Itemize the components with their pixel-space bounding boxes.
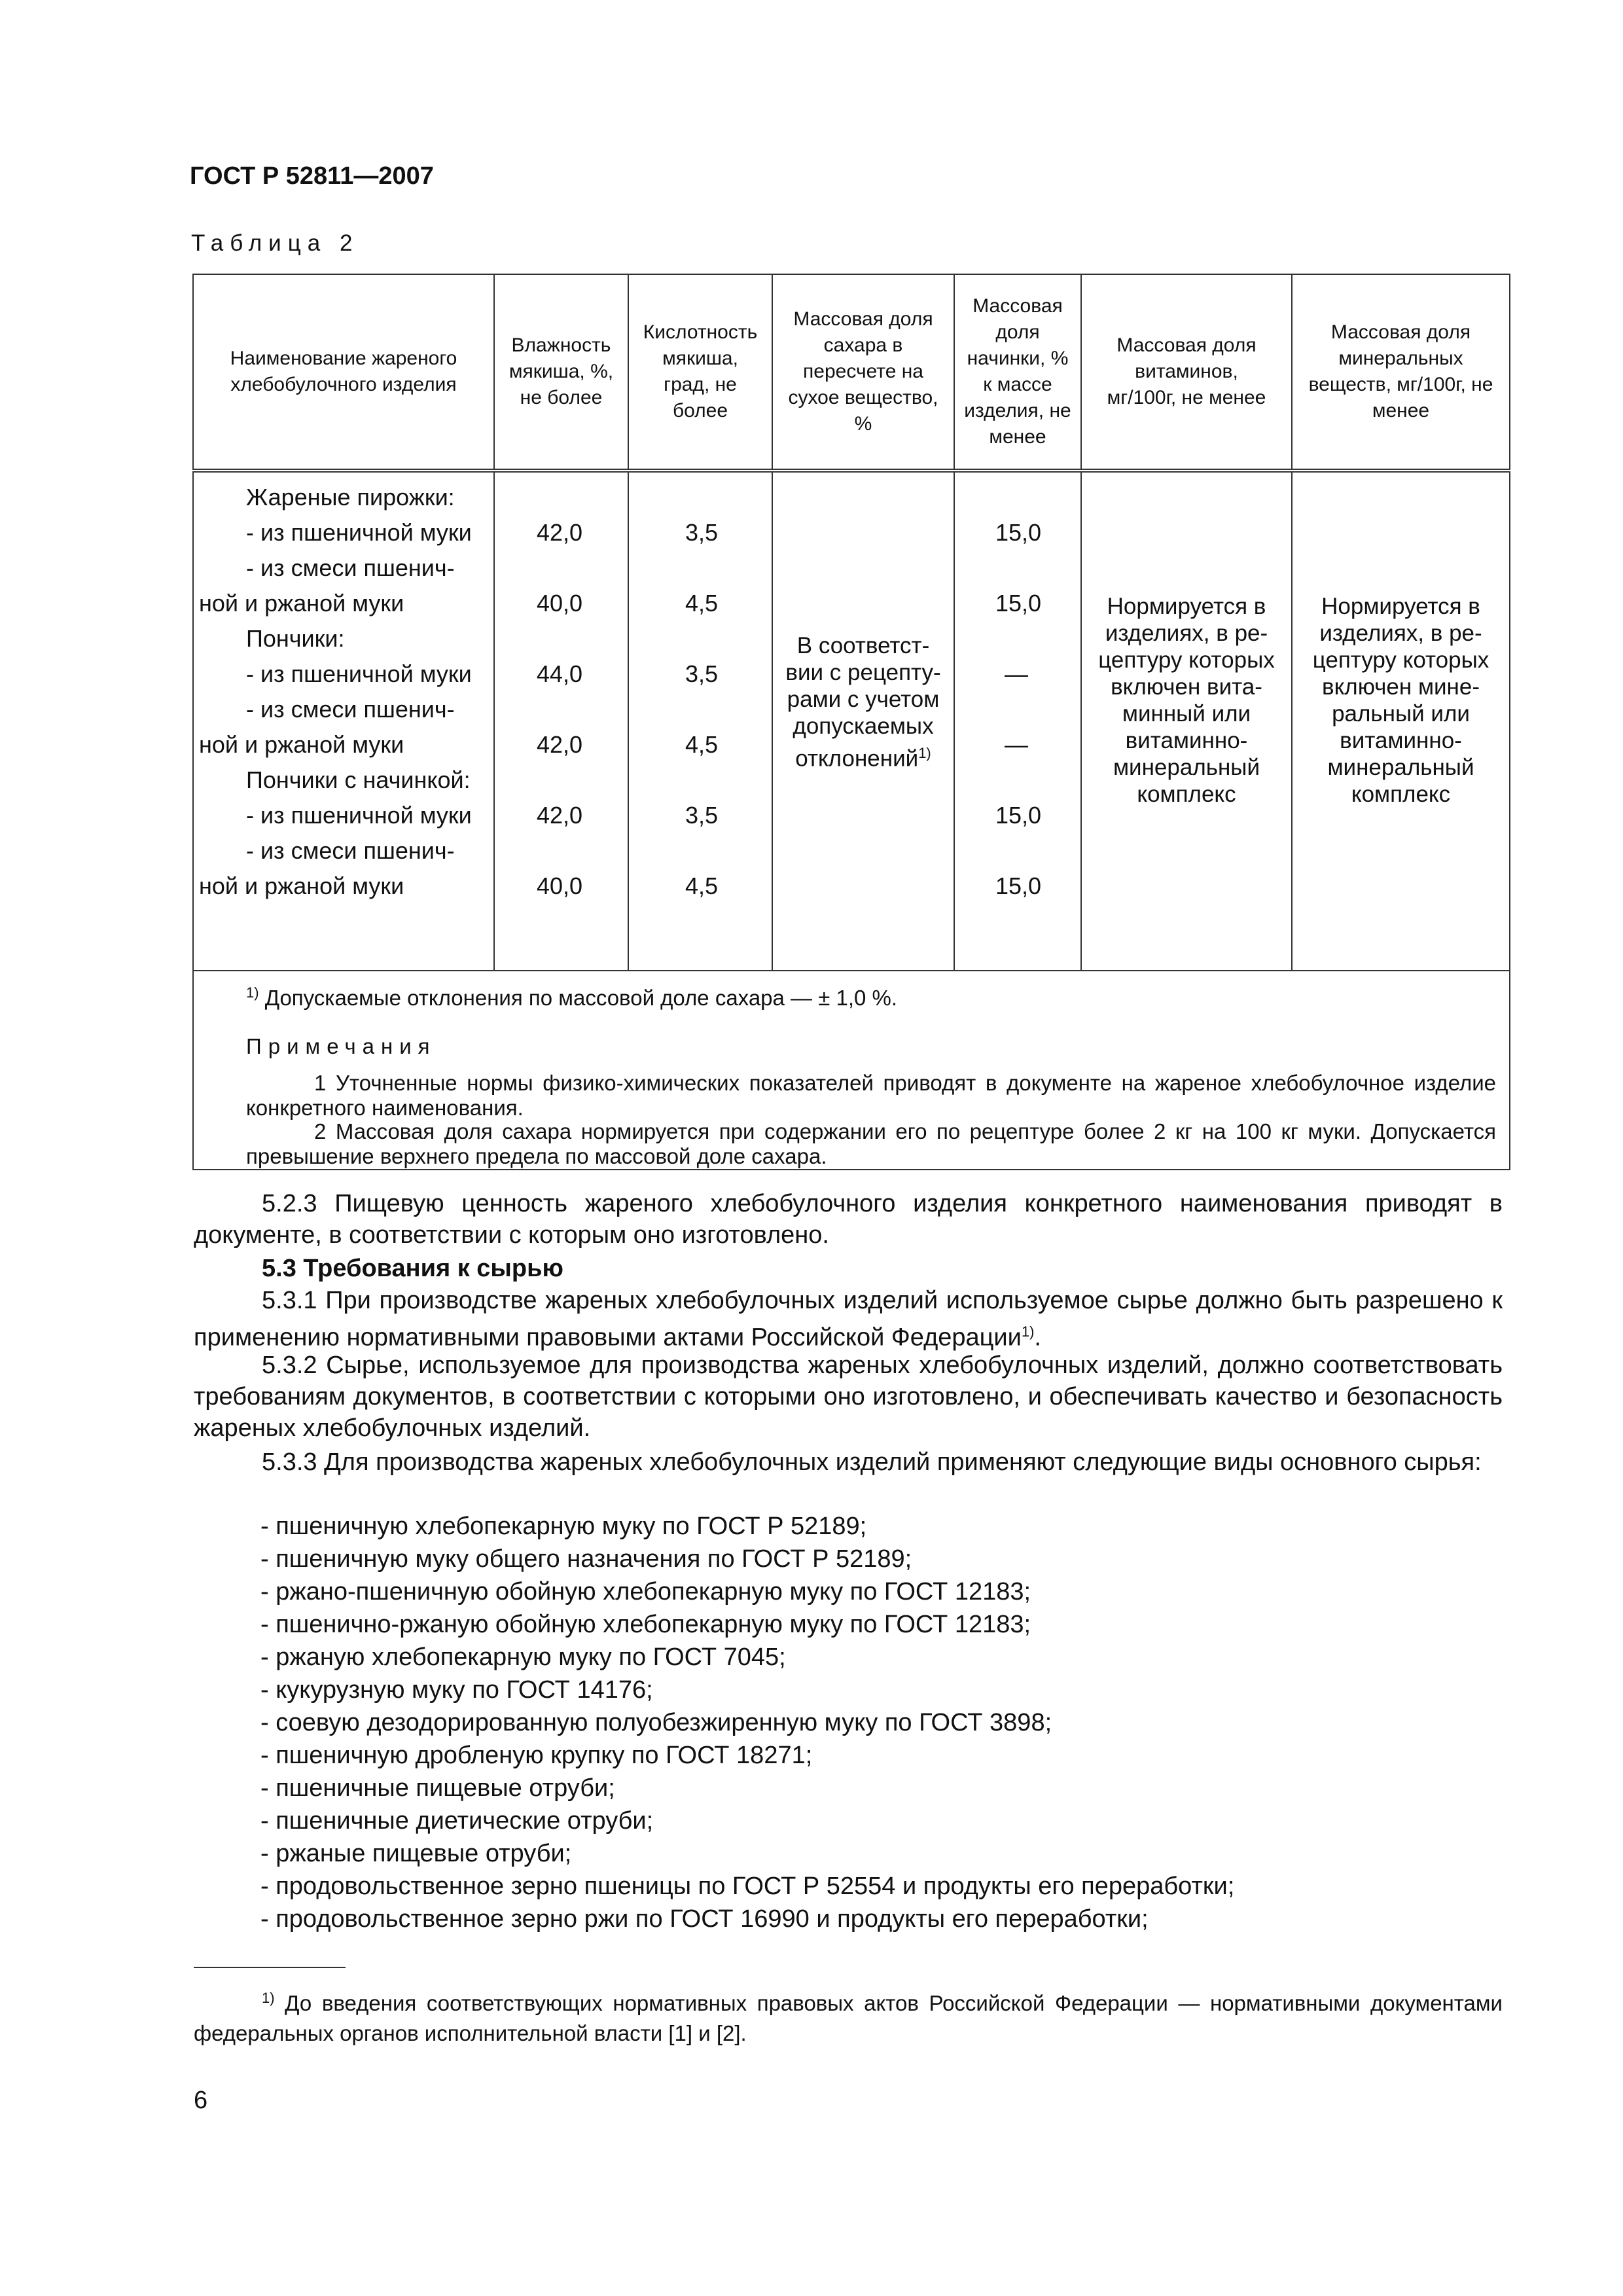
cell-filling: 15,0 [995, 872, 1042, 899]
minerals-line: витаминно- [1340, 728, 1462, 753]
group-donuts: Пончики: [246, 625, 345, 652]
sugar-line: вии с рецепту- [785, 660, 941, 685]
col-moisture [494, 471, 628, 971]
cell-filling: 15,0 [995, 802, 1042, 829]
minerals-line: минеральный [1327, 755, 1474, 780]
sugar-line-text: отклонений [795, 745, 919, 772]
vitamins-line: включен вита- [1111, 674, 1262, 700]
col-vitamins [1081, 471, 1292, 971]
header-acidity: Кислотность мякиша, град, не более [628, 274, 772, 471]
paragraph-text: 5.3.2 Сырье, используемое для производства жареных хлебобулочных изделий, должно соответствовать требованиям документов, в соответствии с которыми оно изготовлено, и обеспечивать качество и безопасность жареных хлебобулочных изделий. [194, 1352, 1503, 1442]
header-moisture: Влажность мякиша, %, не более [494, 274, 628, 471]
cell-moisture: 40,0 [537, 872, 583, 899]
row-name: - из смеси пшенич- [246, 696, 455, 723]
footnote-text: Допускаемые отклонения по массовой доле сахара — ± 1,0 %. [259, 986, 898, 1010]
table-body-row [193, 471, 1510, 971]
minerals-line: Нормируется в [1321, 594, 1480, 619]
row-name: ной и ржаной муки [199, 731, 404, 758]
group-fried-pies: Жареные пирожки: [246, 484, 455, 511]
cell-acidity: 3,5 [685, 660, 719, 687]
document-header: ГОСТ Р 52811—2007 [190, 162, 434, 190]
footnote-text: До введения соответствующих нормативных правовых актов Российской Федерации — нормативными документами федеральных органов исполнительной власти [1] и [2]. [194, 1991, 1503, 2045]
row-name: ной и ржаной муки [199, 872, 404, 899]
paragraph-end: . [1034, 1323, 1041, 1352]
cell-acidity: 3,5 [685, 519, 719, 546]
raw-material-item: - пшеничные диетические отруби; [260, 1807, 654, 1835]
raw-material-item: - продовольственное зерно ржи по ГОСТ 16990 и продукты его переработки; [260, 1905, 1149, 1933]
sugar-line: рами с учетом [787, 687, 940, 712]
heading-text: 5.3 Требования к сырью [262, 1255, 563, 1282]
vitamins-line: комплекс [1137, 781, 1236, 807]
vitamins-merged-text [1082, 593, 1291, 808]
footnote-marker: 1) [262, 1990, 275, 2006]
paragraph-5-3-3 [194, 1446, 1503, 1478]
table-caption: Таблица 2 [191, 230, 359, 256]
paragraph-5-3-2 [194, 1350, 1503, 1444]
row-name: ной и ржаной муки [199, 590, 404, 617]
col-product-names [193, 471, 494, 971]
cell-acidity: 4,5 [685, 872, 719, 899]
header-product-name: Наименование жареного хлебобулочного изделия [193, 274, 494, 471]
minerals-line: ральный или [1332, 701, 1470, 726]
minerals-line: включен мине- [1321, 674, 1480, 700]
raw-material-item: - кукурузную муку по ГОСТ 14176; [260, 1676, 653, 1704]
cell-filling: 15,0 [995, 519, 1042, 546]
footnote-marker: 1) [246, 984, 259, 1001]
cell-moisture: 42,0 [537, 731, 583, 758]
data-table [192, 274, 1510, 1170]
minerals-merged-text [1293, 593, 1509, 808]
table-footer-row [193, 971, 1510, 1170]
paragraph-5-2-3 [194, 1188, 1503, 1251]
page-number: 6 [194, 2087, 208, 2114]
notes-heading: Примечания [246, 1034, 437, 1058]
raw-material-item: - продовольственное зерно пшеницы по ГОСТ Р 52554 и продукты его переработки; [260, 1873, 1235, 1900]
minerals-line: цептуру которых [1312, 647, 1489, 673]
sugar-line [773, 740, 954, 772]
vitamins-line: витаминно- [1125, 728, 1248, 753]
vitamins-line: минеральный [1113, 755, 1260, 780]
footnote-ref: 1) [918, 745, 931, 761]
note-2 [207, 1119, 1496, 1169]
cell-acidity: 4,5 [685, 731, 719, 758]
vitamins-line: изделиях, в ре- [1105, 620, 1268, 646]
cell-moisture: 44,0 [537, 660, 583, 687]
paragraph-text: 5.2.3 Пищевую ценность жареного хлебобулочного изделия конкретного наименования приводят в документе, в соответствии с которым оно изготовлено. [194, 1190, 1503, 1249]
group-filled-donuts: Пончики с начинкой: [246, 766, 471, 793]
cell-filling: — [1005, 660, 1028, 687]
row-name: - из смеси пшенич- [246, 837, 455, 864]
raw-material-item: - ржано-пшеничную обойную хлебопекарную муку по ГОСТ 12183; [260, 1578, 1031, 1605]
col-minerals [1292, 471, 1510, 971]
vitamins-line: Нормируется в [1107, 594, 1266, 619]
raw-material-item: - пшеничную дробленую крупку по ГОСТ 18271; [260, 1742, 813, 1769]
row-name: - из смеси пшенич- [246, 554, 455, 581]
raw-material-item: - пшеничные пищевые отруби; [260, 1774, 615, 1802]
note-1 [207, 1071, 1496, 1121]
note-1-text: 1 Уточненные нормы физико-химических показателей приводят в документе на жареное хлебобулочное изделие конкретного наименования. [246, 1071, 1496, 1120]
col-filling [954, 471, 1081, 971]
raw-material-item: - пшеничную хлебопекарную муку по ГОСТ Р 52189; [260, 1513, 867, 1540]
row-name: - из пшеничной муки [246, 660, 472, 687]
table-footnote [246, 984, 897, 1011]
minerals-line: изделиях, в ре- [1319, 620, 1482, 646]
cell-acidity: 3,5 [685, 802, 719, 829]
cell-filling: — [1005, 731, 1028, 758]
raw-material-item: - ржаные пищевые отруби; [260, 1840, 572, 1867]
col-acidity [628, 471, 772, 971]
footnote-separator [194, 1967, 346, 1968]
header-sugar: Массовая доля сахара в пересчете на сухое вещество, % [772, 274, 954, 471]
paragraph-text: 5.3.1 При производстве жареных хлебобулочных изделий используемое сырье должно быть разрешено к применению нормативными правовыми актами Российской Федерации [194, 1287, 1503, 1352]
raw-material-item: - пшеничную муку общего назначения по ГОСТ Р 52189; [260, 1545, 912, 1573]
cell-moisture: 40,0 [537, 590, 583, 617]
paragraph-5-3-1 [194, 1285, 1503, 1354]
vitamins-line: минный или [1122, 701, 1251, 726]
header-filling: Массовая доля начинки, % к массе изделия, не менее [954, 274, 1081, 471]
col-sugar [772, 471, 954, 971]
note-2-text: 2 Массовая доля сахара нормируется при содержании его по рецептуре более 2 кг на 100 кг муки. Допускается превышение верхнего предела по массовой доле сахара. [246, 1119, 1496, 1168]
raw-material-item: - пшенично-ржаную обойную хлебопекарную муку по ГОСТ 12183; [260, 1611, 1031, 1638]
raw-material-item: - соевую дезодорированную полуобезжиренную муку по ГОСТ 3898; [260, 1709, 1052, 1736]
header-minerals: Массовая доля минеральных веществ, мг/100г, не менее [1292, 274, 1510, 471]
cell-moisture: 42,0 [537, 802, 583, 829]
section-heading-5-3 [194, 1253, 1503, 1284]
row-name: - из пшеничной муки [246, 802, 472, 829]
raw-material-item: - ржаную хлебопекарную муку по ГОСТ 7045; [260, 1643, 786, 1671]
row-name: - из пшеничной муки [246, 519, 472, 546]
sugar-merged-text [773, 632, 954, 772]
table-footnotes [193, 971, 1510, 1170]
minerals-line: комплекс [1351, 781, 1451, 807]
page-footnote [194, 1983, 1503, 2049]
cell-filling: 15,0 [995, 590, 1042, 617]
sugar-line: В соответст- [796, 633, 930, 658]
header-vitamins: Массовая доля витаминов, мг/100г, не менее [1081, 274, 1292, 471]
footnote-ref: 1) [1021, 1323, 1035, 1340]
cell-moisture: 42,0 [537, 519, 583, 546]
cell-acidity: 4,5 [685, 590, 719, 617]
paragraph-text: 5.3.3 Для производства жареных хлебобулочных изделий применяют следующие виды основного сырья: [262, 1448, 1482, 1476]
sugar-line: допускаемых [793, 713, 934, 739]
vitamins-line: цептуру которых [1098, 647, 1275, 673]
table-header-row [193, 274, 1510, 471]
